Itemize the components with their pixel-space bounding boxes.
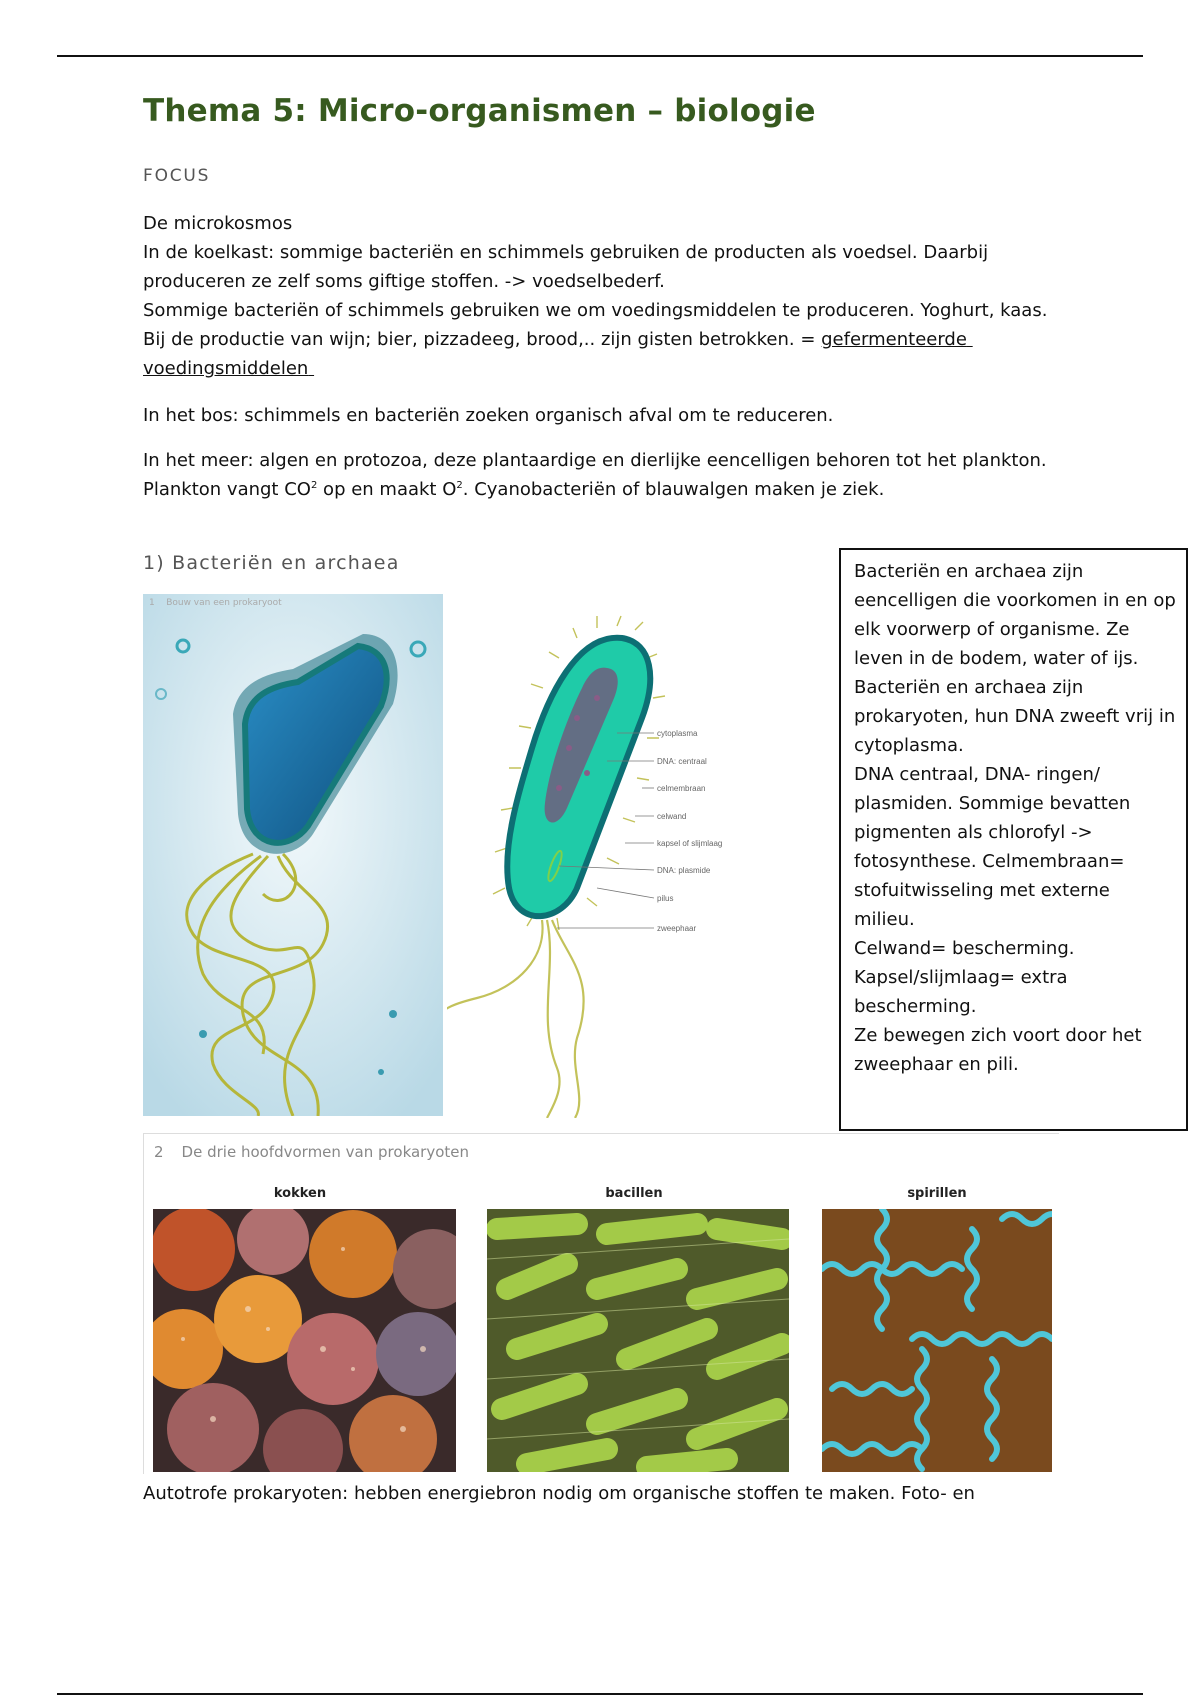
spirillen-illustration — [822, 1209, 1052, 1472]
info-line: zweephaar en pili. — [854, 1054, 1019, 1075]
intro-line: In de koelkast: sommige bacteriën en schimmels gebruiken de producten als voedsel. Daarbij — [143, 242, 989, 263]
label-cytoplasma: cytoplasma — [657, 729, 698, 738]
prokaryote-diagram — [447, 598, 827, 1118]
section-heading: 1) Bacteriën en archaea — [143, 552, 400, 574]
intro-line: produceren ze zelf soms giftige stoffen. -> voedselbederf. — [143, 271, 665, 292]
bacteria-info-box — [839, 548, 1188, 1131]
bacillen-illustration — [487, 1209, 789, 1472]
info-line: DNA centraal, DNA- ringen/ — [854, 764, 1100, 785]
kokken-image — [153, 1209, 456, 1472]
label-pilus: pilus — [657, 894, 674, 903]
label-celmembraan: celmembraan — [657, 784, 706, 793]
info-line: Bacteriën en archaea zijn — [854, 677, 1084, 698]
prokaryote-shapes-figure — [143, 1133, 1059, 1474]
shape-label-kokken: kokken — [273, 1186, 327, 1201]
intro-heading: De microkosmos — [143, 213, 293, 234]
intro-line4-text: Bij de productie van wijn; bier, pizzadeeg, brood,.. zijn gisten betrokken. = — [143, 329, 822, 350]
label-celwand: celwand — [657, 812, 687, 821]
info-line: plasmiden. Sommige bevatten — [854, 793, 1131, 814]
bottom-rule — [57, 1693, 1143, 1695]
label-kapsel: kapsel of slijmlaag — [657, 839, 723, 848]
intro-line: Sommige bacteriën of schimmels gebruiken we om voedingsmiddelen te produceren. Yoghurt, kaas. — [143, 300, 1048, 321]
meer-line: Plankton vangt $CO^2$ op en maakt $O^2$. Cyanobacteriën of blauwalgen maken je ziek. — [143, 479, 885, 500]
info-line: elk voorwerp of organisme. Ze — [854, 619, 1130, 640]
meer-line: In het meer: algen en protozoa, deze plantaardige en dierlijke eencelligen behoren tot het plankton. — [143, 450, 1047, 471]
info-line: eencelligen die voorkomen in en op — [854, 590, 1176, 611]
info-line: Ze bewegen zich voort door het — [854, 1025, 1142, 1046]
focus-label: FOCUS — [143, 166, 211, 186]
info-line: cytoplasma. — [854, 735, 964, 756]
kokken-illustration — [153, 1209, 456, 1472]
page-title: Thema 5: Micro-organismen – biologie — [143, 93, 816, 129]
bacillen-image — [487, 1209, 789, 1472]
info-line: bescherming. — [854, 996, 977, 1017]
shape-label-spirillen: spirillen — [907, 1186, 967, 1201]
underlined-term: voedingsmiddelen — [143, 358, 309, 379]
bacterium-micrograph — [143, 594, 443, 1116]
label-plasmide: DNA: plasmide — [657, 866, 711, 875]
info-line: pigmenten als chlorofyl -> — [854, 822, 1093, 843]
info-line: Bacteriën en archaea zijn — [854, 561, 1084, 582]
meer-paragraph — [143, 446, 1063, 504]
spirillen-image — [822, 1209, 1052, 1472]
figure1-caption: 1 Bouw van een prokaryoot — [149, 598, 282, 608]
intro-paragraph — [143, 209, 1063, 383]
prokaryote-diagram-illustration — [447, 598, 827, 1118]
info-line: leven in de bodem, water of ijs. — [854, 648, 1139, 669]
autotrofe-paragraph: Autotrofe prokaryoten: hebben energiebron nodig om organische stoffen te maken. Foto- en — [143, 1483, 975, 1504]
bos-paragraph: In het bos: schimmels en bacteriën zoeken organisch afval om te reduceren. — [143, 405, 834, 426]
shape-label-bacillen: bacillen — [605, 1186, 663, 1201]
top-rule — [57, 55, 1143, 57]
info-line: fotosynthese. Celmembraan= — [854, 851, 1125, 872]
figure2-caption: 2 De drie hoofdvormen van prokaryoten — [154, 1143, 470, 1161]
underlined-term: gefermenteerde — [821, 329, 967, 350]
info-line: Kapsel/slijmlaag= extra — [854, 967, 1068, 988]
intro-line — [143, 354, 1063, 383]
info-line: stofuitwisseling met externe milieu. — [854, 880, 1110, 930]
label-zweephaar: zweephaar — [657, 924, 697, 933]
info-line: prokaryoten, hun DNA zweeft vrij in — [854, 706, 1176, 727]
bacterium-micrograph-illustration — [143, 594, 443, 1116]
intro-line — [143, 325, 1063, 354]
label-dna-centraal: DNA: centraal — [657, 757, 707, 766]
info-line: Celwand= bescherming. — [854, 938, 1075, 959]
